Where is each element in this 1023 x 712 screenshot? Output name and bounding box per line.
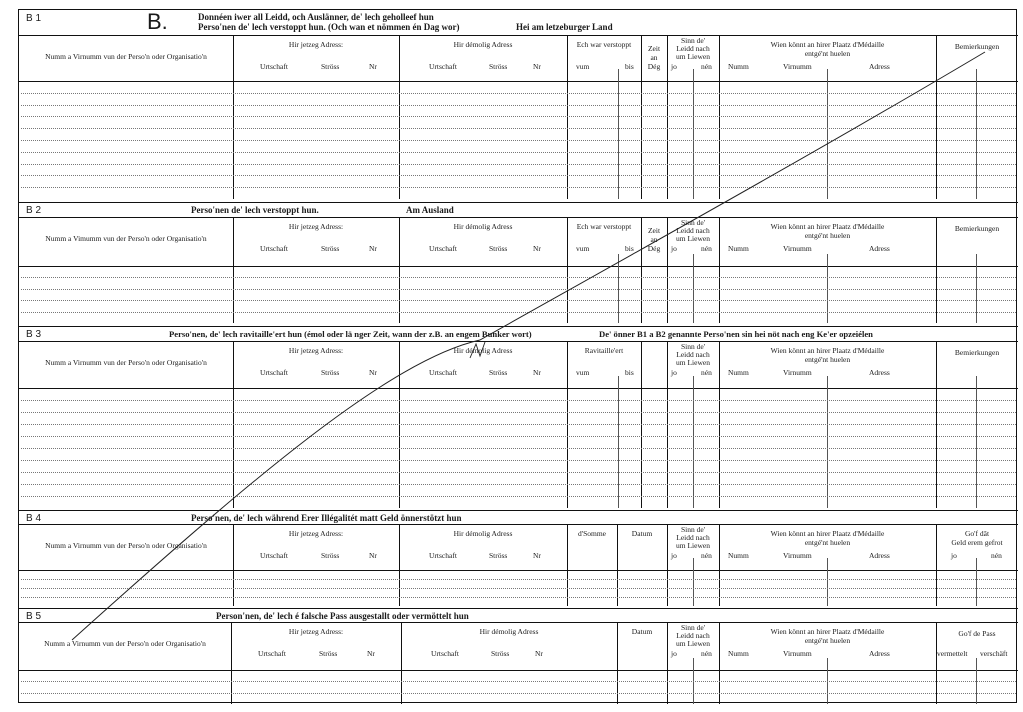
section-b3-col-former-town: Urtschaft: [429, 368, 457, 377]
section-b5-col-former-address: Hir démolig Adress: [479, 627, 539, 636]
section-b2-col-former-nr: Nr: [533, 244, 541, 253]
section-b3-col-alive-2: Leidd nach: [676, 350, 710, 359]
section-b5-col-alive-3: um Liewen: [676, 639, 710, 648]
section-b2-col-alive-no: nén: [701, 244, 712, 253]
section-b3-col-current-address: Hir jetzeg Adress:: [288, 346, 344, 355]
section-b4-col-current-town: Urtschaft: [260, 551, 288, 560]
section-b3-col-former-address: Hir démolig Adress: [453, 346, 513, 355]
section-b4-col-alive-yes: jo: [671, 551, 677, 560]
pen-scribble: [470, 342, 485, 358]
section-b4-code: B 4: [26, 513, 42, 524]
section-b3-col-medal-address: Adress: [869, 368, 890, 377]
section-b5-col-current-nr: Nr: [367, 649, 375, 658]
section-b5-col-alive-yes: jo: [671, 649, 677, 658]
section-b1-col-days-2: an: [650, 53, 658, 62]
section-b1-col-medal-name: Numm: [728, 62, 749, 71]
section-b2-col-remarks: Bemierkungen: [954, 224, 1000, 233]
section-b2-title-suffix: Am Ausland: [406, 205, 454, 215]
section-b2-col-current-address: Hir jetzeg Adress:: [288, 222, 344, 231]
section-b1-col-alive-3: um Liewen: [676, 52, 710, 61]
section-b3-col-former-street: Ströss: [489, 368, 508, 377]
section-b3-col-remarks: Bemierkungen: [954, 348, 1000, 357]
section-b4-col-alive-2: Leidd nach: [676, 533, 710, 542]
section-b2-col-current-street: Ströss: [321, 244, 340, 253]
section-b1-col-days-1: Zeit: [647, 44, 661, 53]
section-b5-col-current-street: Ströss: [319, 649, 338, 658]
section-b1-col-former-street: Ströss: [489, 62, 508, 71]
section-b5-title: Person'nen, de' lech é falsche Pass ausgestallt oder vermöttelt hun: [216, 611, 469, 621]
section-b2-col-days-2: an: [650, 235, 658, 244]
section-b3-col-medal-1: Wien könnt an hirer Plaatz d'Médaille: [770, 346, 885, 355]
section-b3-col-period: Ravitaille'ert: [584, 346, 624, 355]
section-b1-code: B 1: [26, 13, 42, 24]
section-b2-col-days-1: Zeit: [647, 226, 661, 235]
section-b3-code: B 3: [26, 329, 42, 340]
section-b2-col-medal-2: entgé'nt huelen: [804, 231, 851, 240]
section-b4-col-alive-1: Sinn de': [680, 525, 706, 534]
section-b1-col-period: Ech war verstoppt: [576, 40, 632, 49]
section-b4-col-current-nr: Nr: [369, 551, 377, 560]
section-b2-col-medal-name: Numm: [728, 244, 749, 253]
section-b4-col-medal-2: entgé'nt huelen: [804, 538, 851, 547]
section-b2-col-name: Numm a Vimumm vun der Perso'n oder Organisatio'n: [45, 234, 207, 243]
section-b3-title: Perso'nen, de' lech ravitaille'ert hun (émol oder lä nger Zeit, wann der z.B. an engem Bunker wort): [169, 329, 532, 339]
section-b5-col-pass: Go'f de Pass: [958, 629, 996, 638]
section-b2-col-alive-2: Leidd nach: [676, 226, 710, 235]
section-b5-col-current-address: Hir jetzeg Adress:: [288, 627, 344, 636]
section-b1-col-alive-1: Sinn de': [680, 36, 706, 45]
section-b3-col-medal-2: entgé'nt huelen: [804, 355, 851, 364]
section-b1-col-days-3: Dég: [647, 62, 661, 71]
section-b5-col-medal-address: Adress: [869, 649, 890, 658]
section-b3-col-alive-1: Sinn de': [680, 342, 706, 351]
section-b2-col-alive-3: um Liewen: [676, 234, 710, 243]
section-b1-col-current-address: Hir jetzeg Adress:: [288, 40, 344, 49]
section-b1-col-former-town: Urtschaft: [429, 62, 457, 71]
section-b1-col-from: vum: [576, 62, 590, 71]
section-b2-col-alive-1: Sinn de': [680, 218, 706, 227]
section-b4-col-sum: d'Somme: [577, 529, 607, 538]
section-b1-col-current-town: Urtschaft: [260, 62, 288, 71]
section-b5-col-pass-obtained: verschäft: [980, 649, 1008, 658]
section-b2-col-to: bis: [625, 244, 634, 253]
section-b1-col-former-address: Hir démolig Adress: [453, 40, 513, 49]
form-letter: B.: [147, 9, 168, 34]
section-b1-title-line1: Donnéen iwer all Leidd, och Auslänner, de' lech geholleef hun: [198, 12, 434, 22]
section-b1-col-alive-2: Leidd nach: [676, 44, 710, 53]
section-b5-col-name: Numm a Virnumm vun der Perso'n oder Organisatio'n: [44, 639, 206, 648]
section-b4-col-name: Numm a Virnumm vun der Perso'n oder Organisatio'n: [45, 541, 207, 550]
section-b5-col-medal-firstname: Virnumm: [783, 649, 812, 658]
section-b4-col-former-town: Urtschaft: [429, 551, 457, 560]
section-b4-col-former-nr: Nr: [533, 551, 541, 560]
section-b4-col-medal-firstname: Virnumm: [783, 551, 812, 560]
section-b3-col-medal-name: Numm: [728, 368, 749, 377]
section-b5-col-alive-2: Leidd nach: [676, 631, 710, 640]
section-b1-title-line2: Perso'nen de' lech verstoppt hun. (Och wan et nömmen én Dag wor): [198, 22, 460, 32]
section-b1-col-medal-1: Wien könnt an hirer Plaatz d'Médaille: [770, 40, 885, 49]
section-b4-col-current-street: Ströss: [321, 551, 340, 560]
section-b2-col-former-street: Ströss: [489, 244, 508, 253]
section-b3-title-suffix: De' önner B1 a B2 genannte Perso'nen sin hei nöt nach eng Ke'er opzeiélen: [599, 329, 873, 339]
section-b3-col-current-nr: Nr: [369, 368, 377, 377]
section-b4-title: Perso'nen, de' lech während Erer Illégalitét matt Geld önnerstötzt hun: [191, 513, 462, 523]
section-b1-col-medal-2: entgé'nt huelen: [804, 49, 851, 58]
section-b4-col-medal-address: Adress: [869, 551, 890, 560]
section-b4-col-alive-no: nén: [701, 551, 712, 560]
section-b3-col-medal-firstname: Virnumm: [783, 368, 812, 377]
section-b3-col-from: vum: [576, 368, 590, 377]
section-b4-col-money-no: nén: [991, 551, 1002, 560]
section-b5-col-current-town: Urtschaft: [258, 649, 286, 658]
section-b4-col-money-1: Go'f dât: [964, 529, 990, 538]
section-b2-col-period: Ech war verstoppt: [576, 222, 632, 231]
section-b2-col-current-nr: Nr: [369, 244, 377, 253]
section-b2-col-current-town: Urtschaft: [260, 244, 288, 253]
section-b3-col-to: bis: [625, 368, 634, 377]
section-b3-col-alive-no: nén: [701, 368, 712, 377]
section-b1-col-medal-address: Adress: [869, 62, 890, 71]
section-b2-title: Perso'nen de' lech verstoppt hun.: [191, 205, 319, 215]
section-b3-col-former-nr: Nr: [533, 368, 541, 377]
section-b1-col-name: Numm a Virnumm vun der Perso'n oder Organisatio'n: [45, 52, 207, 61]
section-b1-col-alive-no: nén: [701, 62, 712, 71]
section-b3-col-alive-3: um Liewen: [676, 358, 710, 367]
section-b5-col-alive-no: nén: [701, 649, 712, 658]
section-b5-code: B 5: [26, 611, 42, 622]
section-b1-col-former-nr: Nr: [533, 62, 541, 71]
section-b5-col-medal-2: entgé'nt huelen: [804, 636, 851, 645]
section-b1-col-alive-yes: jo: [671, 62, 677, 71]
section-b1-col-current-street: Ströss: [321, 62, 340, 71]
section-b2-code: B 2: [26, 205, 42, 216]
section-b2-col-medal-firstname: Virnumm: [783, 244, 812, 253]
section-b3-col-alive-yes: jo: [671, 368, 677, 377]
section-b3-col-current-town: Urtschaft: [260, 368, 288, 377]
section-b1-title-suffix: Hei am letzeburger Land: [516, 22, 613, 32]
section-b1-col-medal-firstname: Virnumm: [783, 62, 812, 71]
section-b4-col-medal-1: Wien könnt an hirer Plaatz d'Médaille: [770, 529, 885, 538]
section-b5-col-date: Datum: [631, 627, 653, 636]
section-b4-col-money-yes: jo: [951, 551, 957, 560]
section-b2-col-medal-address: Adress: [869, 244, 890, 253]
section-b1-col-to: bis: [625, 62, 634, 71]
section-b2-col-former-address: Hir démolig Adress: [453, 222, 513, 231]
section-b4-col-date: Datum: [631, 529, 653, 538]
section-b2-col-former-town: Urtschaft: [429, 244, 457, 253]
section-b2-col-medal-1: Wien könnt an hirer Plaatz d'Médaille: [770, 222, 885, 231]
section-b5-col-alive-1: Sinn de': [680, 623, 706, 632]
section-b3-col-current-street: Ströss: [321, 368, 340, 377]
section-b5-col-pass-arranged: vermettelt: [937, 649, 968, 658]
section-b1-col-current-nr: Nr: [369, 62, 377, 71]
section-b5-col-medal-name: Numm: [728, 649, 749, 658]
section-b2-col-days-3: Dég: [647, 244, 661, 253]
section-b4-col-current-address: Hir jetzeg Adress:: [288, 529, 344, 538]
section-b5-col-former-town: Urtschaft: [431, 649, 459, 658]
section-b4-col-money-2: Geld erem gefrot: [951, 538, 1003, 547]
section-b5-col-former-nr: Nr: [535, 649, 543, 658]
section-b4-col-former-street: Ströss: [489, 551, 508, 560]
section-b1-col-remarks: Bemierkungen: [954, 42, 1000, 51]
section-b2-col-alive-yes: jo: [671, 244, 677, 253]
section-b5-col-medal-1: Wien könnt an hirer Plaatz d'Médaille: [770, 627, 885, 636]
cross-out-line: [72, 52, 985, 640]
section-b3-col-name: Numm a Virnumm vun der Perso'n oder Organisatio'n: [45, 358, 207, 367]
section-b4-col-former-address: Hir démolig Adress: [453, 529, 513, 538]
section-b4-col-medal-name: Numm: [728, 551, 749, 560]
section-b4-col-alive-3: um Liewen: [676, 541, 710, 550]
section-b5-col-former-street: Ströss: [491, 649, 510, 658]
section-b2-col-from: vum: [576, 244, 590, 253]
